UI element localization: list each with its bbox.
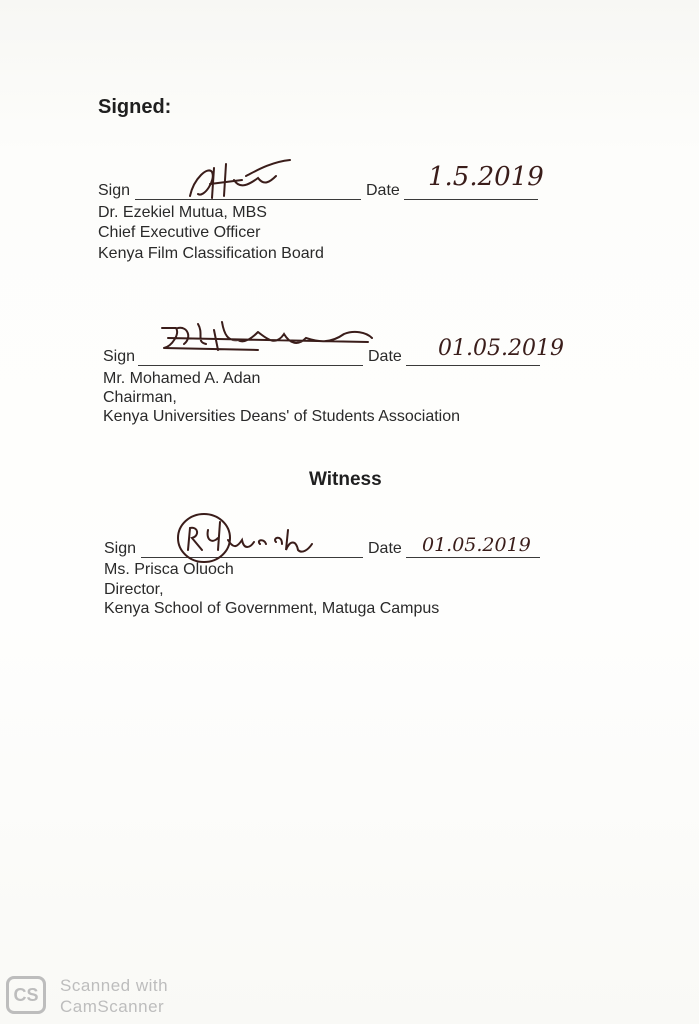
witness-heading: Witness [309,469,382,490]
signatory-name: Dr. Ezekiel Mutua, MBS [98,204,267,221]
signatory-organization: Kenya Universities Deans' of Students Association [103,408,461,425]
witness-name: Ms. Prisca Oluoch [104,561,234,578]
watermark-line-2: CamScanner [60,997,165,1016]
camscanner-logo: CS [6,976,46,1014]
handwritten-date: 1.5.2019 [428,162,544,192]
sign-label: Sign [104,540,137,557]
sign-label: Sign [98,182,131,199]
sign-label: Sign [103,348,136,365]
date-line [406,365,540,366]
watermark-line-1: Scanned with [60,976,169,995]
date-label: Date [366,182,400,199]
witness-organization: Kenya School of Government, Matuga Campus [104,600,440,617]
signature-line [138,365,363,366]
signatory-title: Chairman, [103,389,177,406]
handwritten-date: 01.05.2019 [422,534,531,556]
date-label: Date [368,540,402,557]
signature-mutua [180,158,300,202]
date-label: Date [368,348,402,365]
handwritten-date: 01.05.2019 [438,336,564,361]
signatory-name: Mr. Mohamed A. Adan [103,370,261,387]
signature-adan [158,320,378,364]
signatory-title: Chief Executive Officer [98,224,261,241]
signatory-organization: Kenya Film Classification Board [98,245,324,262]
signed-heading: Signed: [98,96,172,118]
witness-title: Director, [104,581,164,598]
date-line [404,199,538,200]
date-line [406,557,540,558]
